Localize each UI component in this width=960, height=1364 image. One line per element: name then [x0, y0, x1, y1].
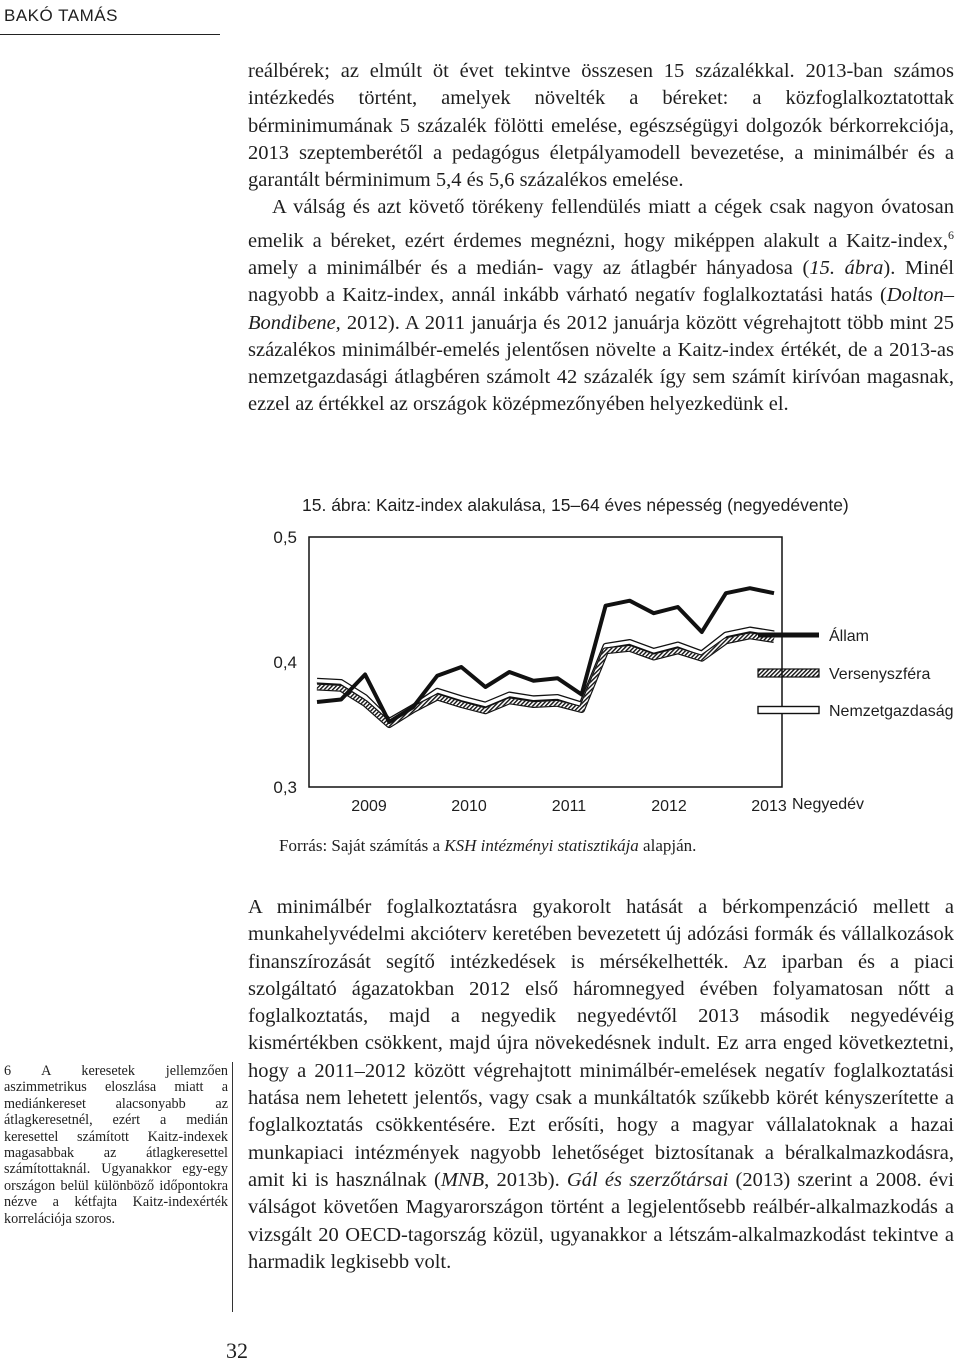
x-tick-label: 2011 — [551, 798, 587, 815]
x-tick-label: 2013 — [751, 798, 787, 815]
paragraph-2 — [248, 194, 954, 418]
figure-reference: 15. ábra — [809, 256, 884, 279]
legend-swatch-nemzetgazdasag — [758, 707, 819, 714]
source-suffix: alapján. — [638, 836, 697, 855]
y-tick-label: 0,5 — [273, 528, 297, 547]
figure-source — [279, 836, 696, 856]
paragraph-2-part-f: 2012). A 2011 januárja és 2012 januárja között végrehajtott több mint 25 százalékos minimálbér-emelés jelentősen növelte a Kaitz-index értékét, de a 2013-as nemzetgazdasági átlagbéren számolt 42 százalék így sem számít kirívóan magasnak, ezzel az értékkel az országok középmezőnyében helyezkedünk el. — [248, 311, 954, 416]
legend-swatch-versenyszfera — [758, 669, 819, 677]
x-tick-label: 2010 — [451, 798, 487, 815]
citation-gal: Gál és szerzőtársai — [566, 1168, 729, 1191]
citation-mnb: MNB — [440, 1168, 485, 1191]
paragraph-3-part-c: , 2013b). — [484, 1168, 567, 1191]
source-ksh: KSH intézményi statisztikája — [444, 836, 639, 855]
footnote-ref-6: 6 — [948, 227, 954, 242]
body-text-bottom — [248, 894, 954, 1276]
legend-label: Versenyszféra — [829, 666, 931, 683]
legend-label: Állam — [829, 628, 870, 645]
y-tick-label: 0,4 — [273, 653, 297, 672]
x-axis-label: Negyedév — [792, 796, 865, 813]
footnote-divider — [232, 1062, 233, 1312]
running-header — [0, 0, 220, 35]
paragraph-2-part-d: ). Minél nagyobb a Kaitz-index, annál inkább várható negatív foglalkoztatási hatás ( — [248, 256, 954, 307]
chart-plot-frame — [309, 537, 782, 787]
paragraph-2-part-a: A válság és azt követő törékeny fellendülés miatt a cégek csak nagyon óvatosan emelik a béreket, ezért érdemes megnézni, hogy miképpen alakult a Kaitz-index, — [248, 196, 954, 252]
paragraph-3-part-e: (2013) szerint a 2008. évi válságot követően Magyarországon történt a legjelentősebb reálbér-alkalmazkodás a vizsgált 20 OECD-tagország közül, ugyanakkor a létszám-alkalmazkodást tekintve a harmadik legkisebb volt. — [248, 1168, 955, 1273]
footnote-6: 6 A keresetek jellemzően aszimmetrikus eloszlása miatt a mediánkereset alacsonyabb az átlagkeresetnél, ezért a medián keresettel számított Kaitz-indexek magasabbak az átlagkeresettel számítottaknál. Ugyanakkor egy-egy országon belül különböző időpontokra nézve a kétfajta Kaitz-indexérték korrelációja szoros. — [4, 1063, 228, 1227]
header-author: BAKÓ TAMÁS — [4, 6, 118, 25]
page-number: 32 — [226, 1338, 248, 1363]
paragraph-2-part-b: amely a minimálbér és a medián- vagy az átlagbér hányadosa ( — [248, 256, 810, 279]
y-tick-label: 0,3 — [273, 778, 297, 797]
paragraph-3 — [248, 894, 954, 1276]
paragraph-1: reálbérek; az elmúlt öt évet tekintve összesen 15 százalékkal. 2013-ban számos intézkedés történt, amelyek növelték a béreket: a közfoglalkoztatottak bérminimumának 5 százalék fölötti emelése, egészségügyi dolgozók bérkorrekciója, 2013 szeptemberétől a pedagógus életpályamodell bevezetése, a minimálbér és a garantált bérminimum 5,4 és 5,6 százalékos emelése. — [248, 60, 954, 192]
citation-dolton: Dolton–Bondibene, — [248, 284, 954, 334]
legend-label: Nemzetgazdaság — [829, 703, 954, 720]
x-tick-label: 2009 — [351, 798, 387, 815]
kaitz-index-chart — [266, 522, 954, 834]
figure-title: 15. ábra: Kaitz-index alakulása, 15–64 éves népesség (negyedévente) — [302, 495, 849, 515]
paragraph-3-part-a: A minimálbér foglalkoztatásra gyakorolt hatását a bérkompenzáció mellett a munkahelyvédelmi akcióterv keretében bevezetett új adózási formák és vállalkozások finanszírozását segítő intézkedések is mérsékelhették. Az iparban és a piaci szolgáltató ágazatokban 2012 első háromnegyed évében folyamatosan nőtt a foglalkoztatás, majd a negyedik negyedévtől 2013 második negyedévéig kismértékben csökkent, majd újra növekedésnek indult. Ez arra enged következtetni, hogy a 2011–2012 között végrehajtott minimálbér-emelések negatív foglalkoztatási hatása nem lehetett jelentős, vagy csak a munkáltatók szűkebb körét kényszerítette a foglalkoztatás csökkentésére. Ezt erősíti, hogy a magyar vállalatoknak a hazai munkapiaci intézmények nagyobb lehetőséget biztosítanak a béralkalmazkodásra, amit ki is használnak ( — [248, 896, 954, 1191]
x-tick-label: 2012 — [651, 798, 687, 815]
body-text-top — [248, 58, 954, 419]
source-prefix: Forrás: Saját számítás a — [279, 836, 445, 855]
